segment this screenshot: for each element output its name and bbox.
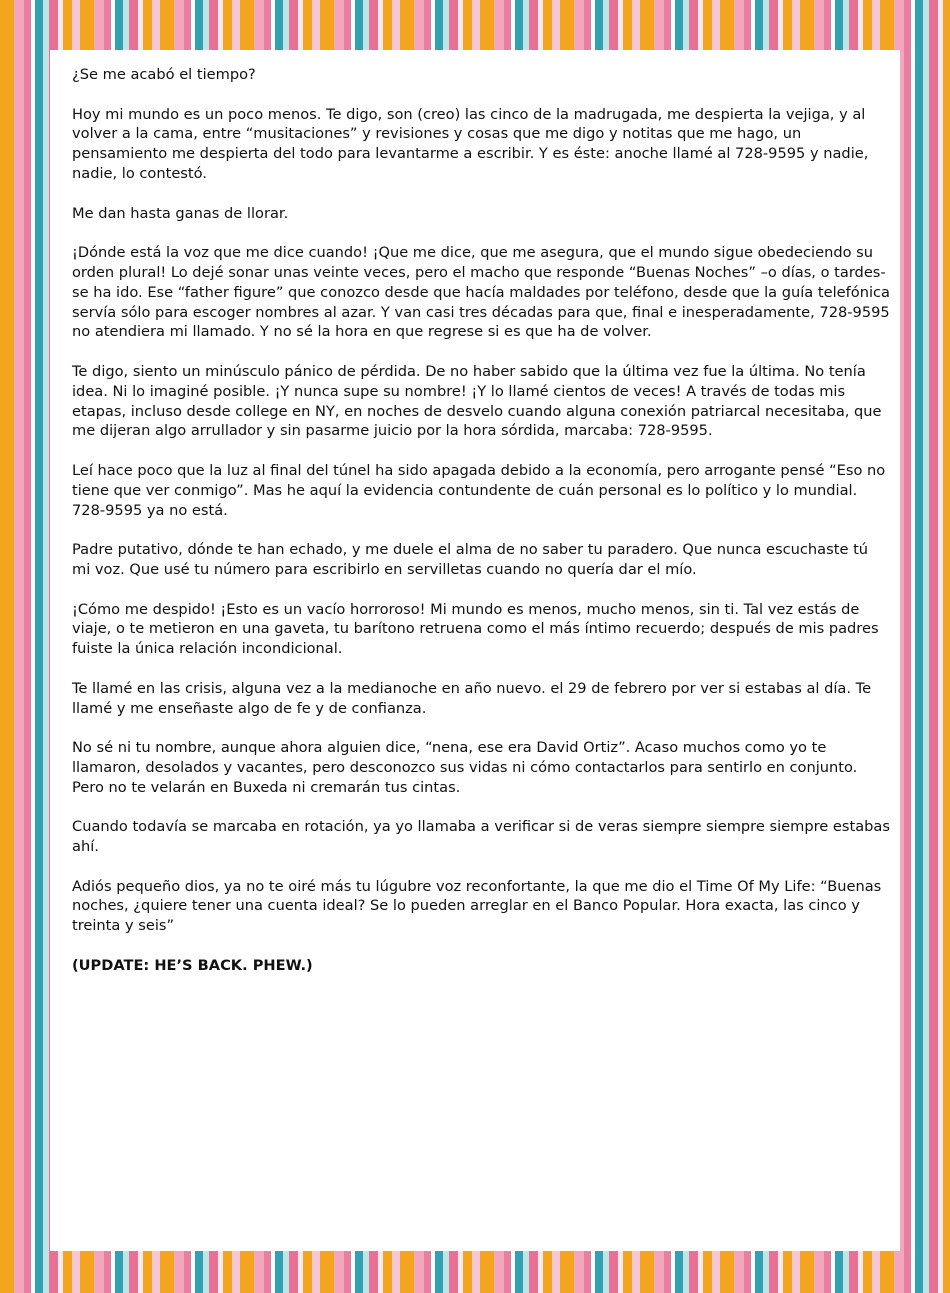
update-note: (UPDATE: HE’S BACK. PHEW.) — [72, 956, 313, 974]
paragraph: Me dan hasta ganas de llorar. — [72, 204, 289, 222]
paragraph: Te llamé en las crisis, alguna vez a la medianoche en año nuevo. el 29 de febrero por ver si estabas al día. Te llamé y me enseñaste algo de fe y de confianza. — [72, 679, 872, 717]
letter-title: ¿Se me acabó el tiempo? — [72, 66, 256, 83]
letter-body — [72, 65, 890, 995]
paragraph: Te digo, siento un minúsculo pánico de pérdida. De no haber sabido que la última vez fue la última. No tenía idea. Ni lo imaginé posible. ¡Y nunca supe su nombre! ¡Y lo llamé cientos de veces! A través de todas mis etapas, incluso desde college en NY, en noches de desvelo cuando alguna conexión patriarcal necesitaba, que me dijeran algo arrullador y sin pasarme juicio por la hora sórdida, marcaba: 728-9595. — [72, 362, 882, 440]
paragraph: ¡Dónde está la voz que me dice cuando! ¡Que me dice, que me asegura, que el mundo sigue obedeciendo su orden plural! Lo dejé sonar unas veinte veces, pero el macho que responde “Buenas Noches” –o días, o tardes- se ha ido. Ese “father figure” que conozco desde que hacía maldades por teléfono, desde que la guía telefónica servía sólo para escoger nombres al azar. Y van casi tres décadas para que, final e inesperadamente, 728-9595 no atendiera mi llamado. Y no sé la hora en que regrese si es que ha de volver. — [72, 244, 890, 341]
paragraph: Leí hace poco que la luz al final del túnel ha sido apagada debido a la economía, pero arrogante pensé “Eso no tiene que ver conmigo”. Mas he aquí la evidencia contundente de cuán personal es lo político y lo mundial. 728-9595 ya no está. — [72, 461, 886, 519]
paper-sheet — [50, 50, 900, 1251]
paragraph: No sé ni tu nombre, aunque ahora alguien dice, “nena, ese era David Ortiz”. Acaso muchos como yo te llamaron, desolados y vacantes, pero desconozco sus vidas ni cómo contactarlos para sentirlo en conjunto. Pero no te velarán en Buxeda ni cremarán tus cintas. — [72, 739, 858, 796]
paragraph: Adiós pequeño dios, ya no te oiré más tu lúgubre voz reconfortante, la que me dio el Time Of My Life: “Buenas noches, ¿quiere tener una cuenta ideal? Se lo pueden arreglar en el Banco Popular. Hora exacta, las cinco y treinta y seis” — [72, 877, 882, 935]
paragraph: Cuando todavía se marcaba en rotación, ya yo llamaba a verificar si de veras siempre siempre siempre estabas ahí. — [72, 818, 890, 856]
paragraph: ¡Cómo me despido! ¡Esto es un vacío horroroso! Mi mundo es menos, mucho menos, sin ti. Tal vez estás de viaje, o te metieron en una gaveta, tu barítono retruena como el más íntimo recuerdo; después de mis padres fuiste la única relación incondicional. — [72, 600, 879, 658]
paragraph: Padre putativo, dónde te han echado, y me duele el alma de no saber tu paradero. Que nunca escuchaste tú mi voz. Que usé tu número para escribirlo en servilletas cuando no quería dar el mío. — [72, 541, 869, 578]
paragraph: Hoy mi mundo es un poco menos. Te digo, son (creo) las cinco de la madrugada, me despierta la vejiga, y al volver a la cama, entre “musitaciones” y revisiones y cosas que me digo y notitas que me hago, un pensamiento me despierta del todo para levantarme a escribir. Y es éste: anoche llamé al 728-9595 y nadie, nadie, lo contestó. — [72, 105, 869, 182]
